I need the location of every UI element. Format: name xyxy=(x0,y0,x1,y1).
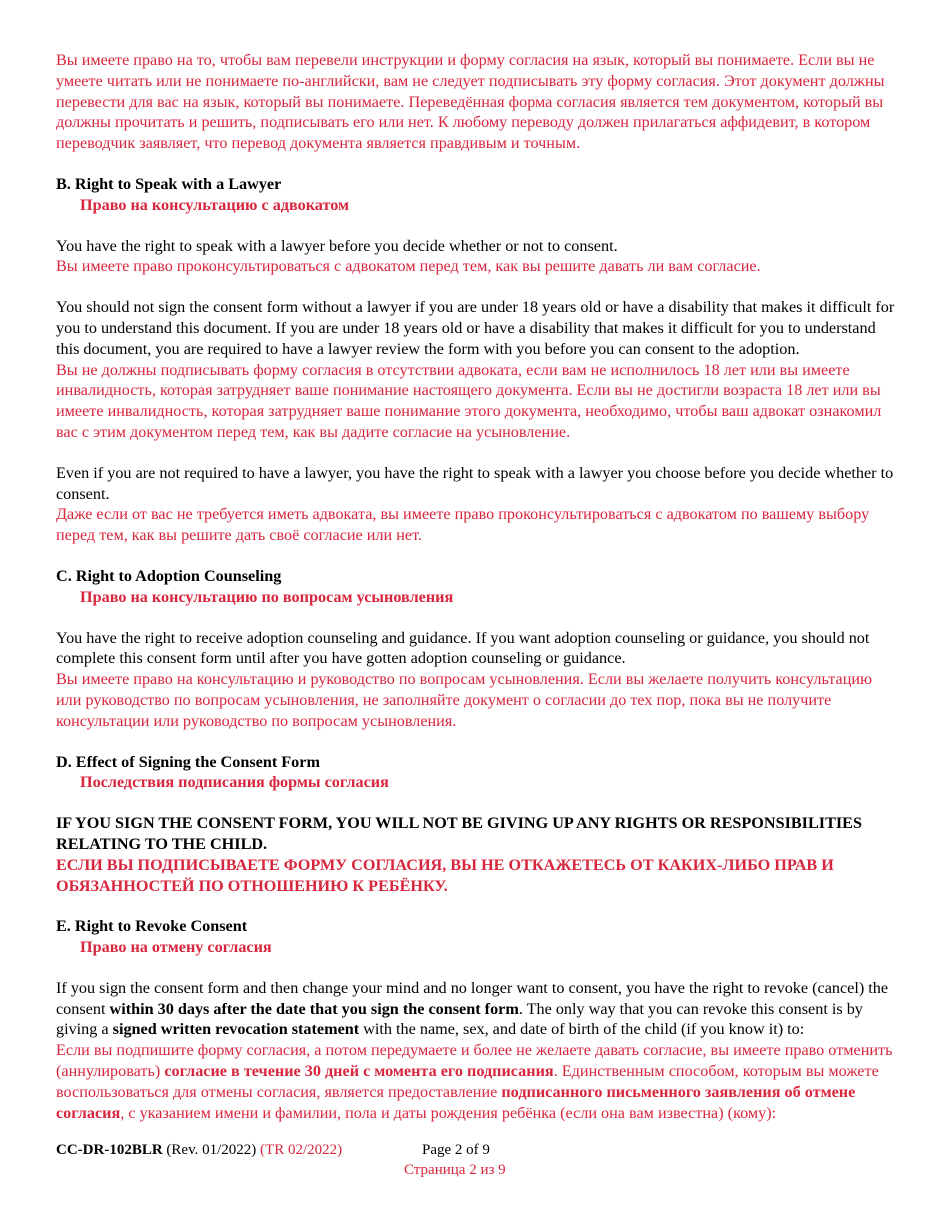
section-b-p2-en: You should not sign the consent form without a lawyer if you are under 18 years old or have a disability that makes it difficult for you to understand this document. If you are under 18 years old or have a disability that makes it difficult for you to understand this document, you are required to have a lawyer review the form with you before you can consent to the adoption. xyxy=(56,298,895,358)
document-page xyxy=(56,50,896,1123)
section-e-en-bold-deadline: within 30 days after the date that you sign the consent form xyxy=(109,999,519,1018)
form-revision: (Rev. 01/2022) xyxy=(162,1142,261,1158)
section-e-paragraph-en xyxy=(56,978,896,1040)
section-e-ru-bold-deadline: согласие в течение 30 дней с момента его подписания xyxy=(164,1062,554,1081)
section-d-warning-ru: ЕСЛИ ВЫ ПОДПИСЫВАЕТЕ ФОРМУ СОГЛАСИЯ, ВЫ НЕ ОТКАЖЕТЕСЬ ОТ КАКИХ-ЛИБО ПРАВ И ОБЯЗАННОСТЕЙ ПО ОТНОШЕНИЮ К РЕБЁНКУ. xyxy=(56,855,834,895)
intro-paragraph-ru: Вы имеете право на то, чтобы вам перевели инструкции и форму согласия на язык, который вы понимаете. Если вы не умеете читать или не понимаете по-английски, вам не следует подписывать эту форму согласия. Этот документ должны перевести для вас на язык, который вы понимаете. Переведённая форма согласия является тем документом, который вы должны прочитать и решить, подписывать его или нет. К любому переводу должен прилагаться аффидевит, в котором переводчик заявляет, что перевод документа является правдивым и точным. xyxy=(56,51,885,153)
section-e-paragraph-ru xyxy=(56,1040,896,1123)
section-e-heading-ru: Право на отмену согласия xyxy=(80,938,272,957)
section-b-heading-ru: Право на консультацию с адвокатом xyxy=(80,195,350,214)
section-c-heading: C. Right to Adoption Counseling xyxy=(56,566,282,585)
section-d-warning-en: IF YOU SIGN THE CONSENT FORM, YOU WILL NOT BE GIVING UP ANY RIGHTS OR RESPONSIBILITIES RELATING TO THE CHILD. xyxy=(56,814,862,853)
section-d-heading: D. Effect of Signing the Consent Form xyxy=(56,752,320,771)
section-e-en-text: If you sign the consent form and then change your mind and no longer want to consent, you have the right to revoke (cancel) the consent xyxy=(56,978,889,1018)
section-e-ru-text: Если вы подпишите форму согласия, а потом передумаете и более не желаете давать согласие, вы имеете право отменить (аннулировать) xyxy=(56,1041,893,1081)
section-b-p2-ru: Вы не должны подписывать форму согласия в отсутствии адвоката, если вам не исполнилось 18 лет или вы имеете инвалидность, которая затрудняет ваше понимание настоящего документа. Если вы не достигли возраста 18 лет или вы имеете инвалидность, которая затрудняет ваше понимание этого документа, необходимо, чтобы ваш адвокат ознакомил вас с этим документом перед тем, как вы дадите согласие на усыновление. xyxy=(56,360,882,441)
section-e-en-text-3: with the name, sex, and date of birth of the child (if you know it) to: xyxy=(359,1020,805,1039)
section-b-p1-en: You have the right to speak with a lawyer before you decide whether or not to consent. xyxy=(56,236,618,255)
section-e-ru-text-3: , с указанием имени и фамилии, пола и даты рождения ребёнка (если она вам известна) (кому): xyxy=(120,1103,777,1122)
section-b-p1-ru: Вы имеете право проконсультироваться с адвокатом перед тем, как вы решите давать ли вам согласие. xyxy=(56,257,761,276)
section-e-en-text-2: . The only way that you can revoke this consent is by giving a xyxy=(56,999,863,1039)
section-e-ru-text-2: . Единственным способом, которым вы можете воспользоваться для отмены согласия, является предоставление xyxy=(56,1062,879,1101)
page-number-ru: Страница 2 из 9 xyxy=(404,1162,506,1178)
section-b-p3-en: Even if you are not required to have a lawyer, you have the right to speak with a lawyer you choose before you decide whether to consent. xyxy=(56,463,894,503)
section-d-heading-ru: Последствия подписания формы согласия xyxy=(80,773,389,792)
section-b-p3-ru: Даже если от вас не требуется иметь адвоката, вы имеете право проконсультироваться с адвокатом по вашему выбору перед тем, как вы решите дать своё согласие или нет. xyxy=(56,505,870,545)
section-c-heading-ru: Право на консультацию по вопросам усыновления xyxy=(80,587,454,606)
section-e-en-bold-statement: signed written revocation statement xyxy=(112,1020,360,1039)
translation-revision: (TR 02/2022) xyxy=(260,1142,343,1158)
section-c-p1-ru: Вы имеете право на консультацию и руководство по вопросам усыновления. Если вы желаете получить консультацию или руководство по вопросам усыновления, не заполняйте документ о согласии до тех пор, пока вы не получите консультации или руководство по вопросам усыновления. xyxy=(56,670,873,730)
section-e-ru-bold-statement: подписанного письменного заявления об отмене согласия xyxy=(56,1082,856,1122)
section-b-heading: B. Right to Speak with a Lawyer xyxy=(56,174,282,193)
form-id: CC-DR-102BLR xyxy=(56,1142,163,1158)
section-c-p1-en: You have the right to receive adoption counseling and guidance. If you want adoption counseling or guidance, you should not complete this consent form until after you have gotten adoption counseling or guidance. xyxy=(56,628,870,668)
page-number: Page 2 of 9 xyxy=(422,1142,490,1158)
page-footer xyxy=(56,1140,896,1178)
section-e-heading: E. Right to Revoke Consent xyxy=(56,917,248,936)
